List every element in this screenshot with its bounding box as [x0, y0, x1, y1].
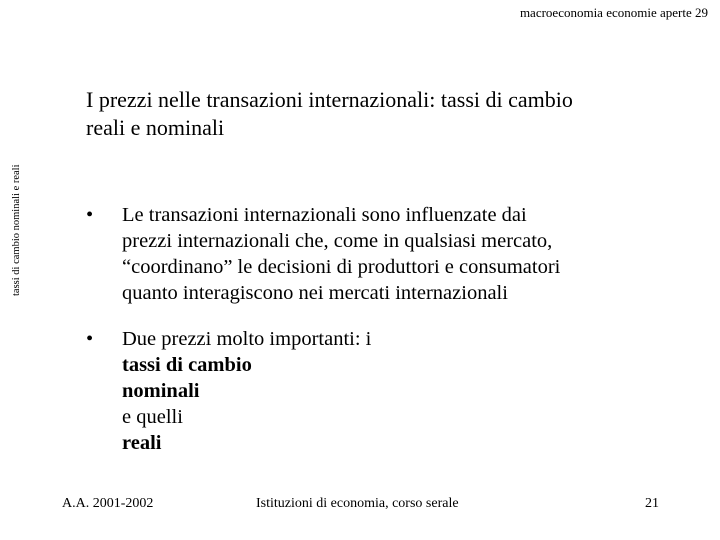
- bullet-line: [122, 378, 696, 456]
- bullet-text-segment: Due prezzi molto importanti: i: [122, 328, 372, 350]
- bold-term-real: reali: [122, 432, 162, 454]
- bullet-line: “coordinano” le decisioni di produttori e consumatori: [122, 256, 561, 278]
- header-note: macroeconomia economie aperte 29: [519, 5, 708, 20]
- bullet-marker: •: [86, 328, 94, 350]
- bold-term-exchange-rates: tassi di cambio: [122, 354, 252, 376]
- footer-course-title: Istituzioni di economia, corso serale: [256, 496, 459, 511]
- bullet-line: Le transazioni internazionali sono influenzate dai: [122, 204, 527, 226]
- bold-term-nominal: nominali: [122, 380, 200, 402]
- slide-title: [86, 86, 666, 142]
- bullet-line: quanto interagiscono nei mercati internazionali: [122, 282, 508, 304]
- bullet-line: [122, 326, 696, 378]
- slide-title-line-2: reali e nominali: [86, 115, 225, 140]
- page-number: 21: [645, 496, 659, 511]
- bullet-item-transactions: [86, 202, 696, 306]
- bullet-text: [122, 326, 696, 456]
- bullet-list: [86, 202, 696, 476]
- bullet-item-important-prices: [86, 326, 696, 456]
- bullet-line: prezzi internazionali che, come in qualsiasi mercato,: [122, 230, 553, 252]
- vertical-side-label: tassi di cambio nominali e reali: [11, 164, 22, 296]
- bullet-text: [122, 202, 696, 306]
- footer-academic-year: A.A. 2001-2002: [62, 496, 154, 511]
- slide-title-line-1: I prezzi nelle transazioni internazionali: tassi di cambio: [86, 87, 573, 112]
- bullet-text-segment: e quelli: [122, 406, 183, 428]
- bullet-marker: •: [86, 204, 94, 226]
